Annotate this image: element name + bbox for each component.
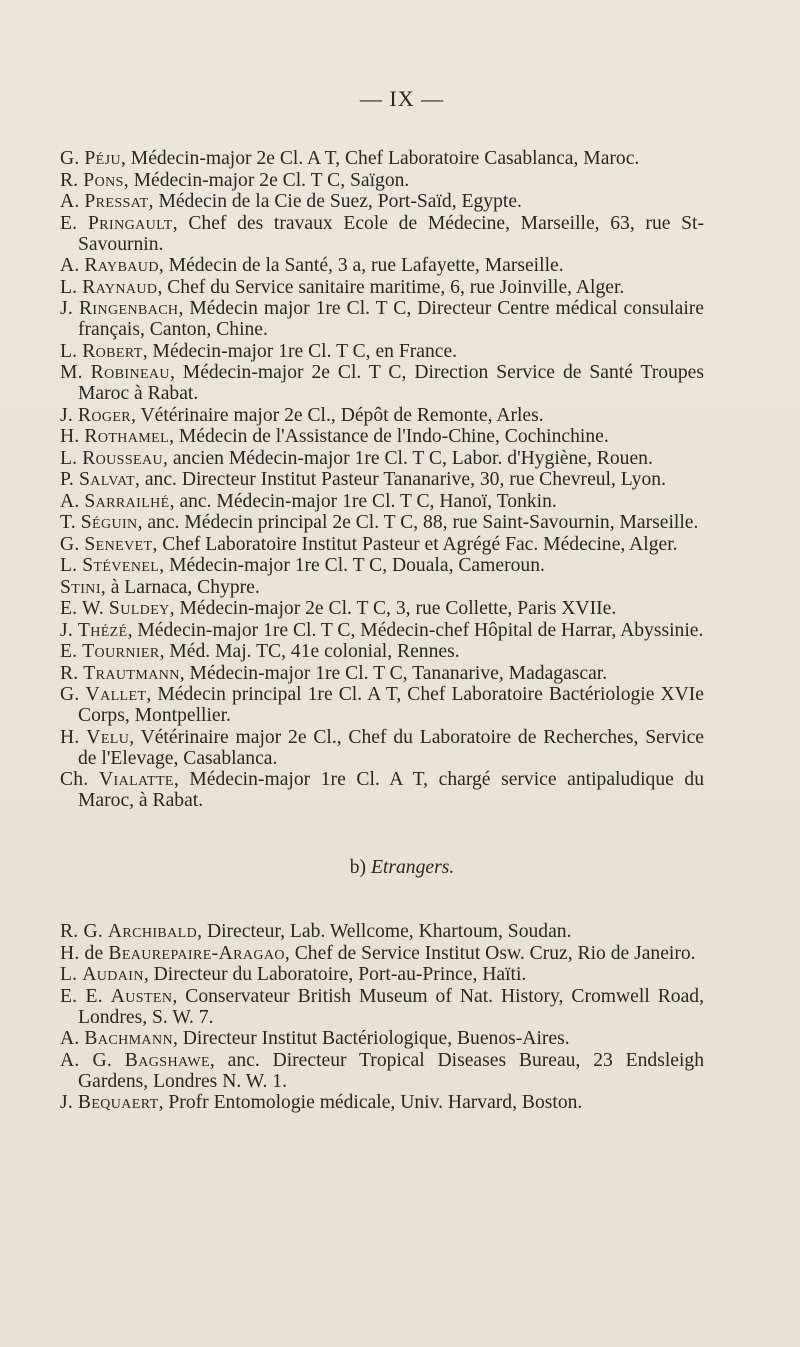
entry-surname: Archibald [107,921,198,942]
entry-surname: Austen [110,985,173,1007]
list-item [60,277,704,298]
list-item [60,641,704,662]
entry-surname: Raybaud [84,255,159,276]
entry-initial: L. [60,276,78,298]
entry-description: , anc. Directeur Institut Pasteur Tananarive, 30, rue Chevreul, Lyon. [135,469,666,490]
entry-description: , ancien Médecin-major 1re Cl. T C, Labor. d'Hygiène, Rouen. [163,447,653,469]
entry-surname: Vallet [85,684,147,705]
page-number: — IX — [359,86,445,111]
entry-description: , anc. Médecin principal 2e Cl. T C, 88, rue Saint-Savournin, Marseille. [137,512,699,533]
entry-surname: Roger [77,404,132,426]
list-item [60,362,704,404]
list-item [60,555,704,576]
list-item [60,426,704,447]
entry-initial: R. G. [60,921,103,942]
entry-surname: Tournier [82,641,160,662]
entry-description: , Médecin de la Cie de Suez, Port-Saïd, Egypte. [148,191,522,212]
entry-initial: J. [60,619,73,641]
entry-surname: Sarrailhé [84,490,170,512]
member-list-french [60,148,704,811]
entry-initial: Ch. [60,769,89,790]
entry-initial: A. G. [60,1049,112,1071]
entry-initial: R. [60,662,79,684]
list-item [60,469,704,490]
entry-surname: Pringault [87,212,173,234]
list-item [60,598,704,619]
entry-surname: Pons [83,169,124,191]
entry-description: , Médecin-major 1re Cl. T C, en France. [142,340,458,362]
entry-initial: A. [60,1028,80,1049]
entry-initial: T. [60,512,76,533]
entry-description: , anc. Médecin-major 1re Cl. T C, Hanoï, Tonkin. [169,490,557,512]
entry-description: , Médecin principal 1re Cl. A T, Chef Laboratoire Bactériologie XVIe Corps, Montpellier. [78,684,704,726]
entry-description: , Directeur du Laboratoire, Port-au-Prince, Haïti. [143,964,527,985]
entry-description: , Conservateur British Museum of Nat. History, Cromwell Road, Londres, S. W. 7. [78,985,704,1028]
entry-description: , Directeur Institut Bactériologique, Buenos-Aires. [172,1028,570,1049]
entry-surname: Robineau [90,362,170,383]
entry-initial: E. E. [60,985,103,1007]
list-item [60,986,704,1028]
entry-description: , Chef du Service sanitaire maritime, 6, rue Joinville, Alger. [157,276,625,298]
list-item [60,255,704,276]
list-item [60,148,704,169]
entry-surname: Stévenel [82,555,160,576]
entry-initial: G. [60,148,80,169]
entry-surname: Beaurepaire-Aragao [108,942,285,964]
entry-initial: H. [60,726,80,748]
list-item [60,1050,704,1092]
entry-initial: E. [60,212,78,234]
entry-description: , Directeur, Lab. Wellcome, Khartoum, Soudan. [197,921,572,942]
entry-initial: L. [60,340,78,362]
entry-description: , Chef de Service Institut Osw. Cruz, Rio de Janeiro. [284,942,696,964]
entry-surname: Péju [84,148,121,169]
entry-initial: J. [60,298,73,319]
list-item [60,921,704,942]
list-item [60,727,704,769]
entry-description: , Médecin-major 1re Cl. T C, Tananarive, Madagascar. [179,662,608,684]
member-list-foreign [60,921,704,1113]
entry-initial: G. [60,533,80,555]
entry-surname: Trautmann [83,662,180,684]
section-title: Etrangers. [370,857,455,878]
list-item [60,620,704,641]
list-item [60,170,704,191]
list-item [60,943,704,964]
entry-surname: Rousseau [82,447,164,469]
list-item [60,1028,704,1049]
entry-surname: Bachmann [84,1028,173,1049]
list-item [60,577,704,598]
entry-initial: A. [60,255,80,276]
entry-description: , à Larnaca, Chypre. [100,576,260,598]
list-item [60,769,704,811]
entry-initial: E. [60,641,78,662]
entry-description: , Médecin-major 2e Cl. T C, Direction Service de Santé Troupes Maroc à Rabat. [78,362,704,404]
entry-surname: Suldey [108,598,170,619]
entry-initial: J. [60,1092,73,1113]
list-item [60,298,704,340]
section-prefix: b) [349,857,367,878]
entry-description: , Profr Entomologie médicale, Univ. Harvard, Boston. [158,1092,583,1113]
entry-surname: Rothamel [84,426,170,447]
entry-surname: Audain [82,964,144,985]
entry-initial: A. [60,191,80,212]
entry-surname: Senevet [84,533,153,555]
list-item [60,684,704,726]
entry-initial: A. [60,490,80,512]
entry-surname: Séguin [80,512,138,533]
entry-description: , Vétérinaire major 2e Cl., Dépôt de Remonte, Arles. [131,404,544,426]
list-item [60,512,704,533]
entry-description: , anc. Directeur Tropical Diseases Bureau, 23 Endsleigh Gardens, Londres N. W. 1. [78,1049,704,1092]
entry-initial: P. [60,469,75,490]
entry-surname: Ringenbach [78,298,179,319]
list-item [60,534,704,555]
entry-description: , Médecin-major 1re Cl. T C, Médecin-chef Hôpital de Harrar, Abyssinie. [127,619,704,641]
section-heading-foreign [60,857,704,879]
entry-initial: L. [60,555,78,576]
entry-description: , Médecin-major 1re Cl. T C, Douala, Cameroun. [159,555,545,576]
entry-description: , Médecin major 1re Cl. T C, Directeur Centre médical consulaire français, Canton, Chine. [78,298,704,340]
entry-surname: Bagshawe [124,1049,210,1071]
entry-description: , Vétérinaire major 2e Cl., Chef du Laboratoire de Recherches, Service de l'Elevage, Casablanca. [78,726,704,769]
list-item [60,405,704,426]
entry-surname: Velu [86,726,130,748]
entry-initial: H. de [60,942,104,964]
entry-surname: Raynaud [82,276,158,298]
entry-surname: Thézé [77,619,128,641]
entry-initial: M. [60,362,83,383]
list-item [60,191,704,212]
list-item [60,213,704,255]
list-item [60,663,704,684]
entry-surname: Pressat [84,191,149,212]
list-item [60,448,704,469]
entry-description: , Médecin-major 1re Cl. A T, chargé service antipaludique du Maroc, à Rabat. [78,769,705,811]
entry-description: , Médecin-major 2e Cl. T C, Saïgon. [123,169,410,191]
entry-surname: Bequaert [77,1092,159,1113]
entry-description: , Médecin de la Santé, 3 a, rue Lafayette, Marseille. [158,255,564,276]
entry-description: , Médecin-major 2e Cl. T C, 3, rue Collette, Paris XVIIe. [169,598,617,619]
entry-surname: Salvat [78,469,136,490]
entry-initial: H. [60,426,80,447]
entry-description: , Chef des travaux Ecole de Médecine, Marseille, 63, rue St-Savournin. [78,212,704,255]
entry-initial: J. [60,404,73,426]
entry-surname: Robert [82,340,143,362]
entry-description: , Médecin-major 2e Cl. A T, Chef Laboratoire Casablanca, Maroc. [120,148,640,169]
entry-initial: R. [60,169,79,191]
list-item [60,964,704,985]
entry-description: , Médecin de l'Assistance de l'Indo-Chine, Cochinchine. [169,426,609,447]
list-item [60,1092,704,1113]
entry-surname: Stini [60,576,101,598]
entry-description: , Chef Laboratoire Institut Pasteur et Agrégé Fac. Médecine, Alger. [152,533,678,555]
entry-initial: L. [60,447,78,469]
entry-description: , Méd. Maj. TC, 41e colonial, Rennes. [159,641,460,662]
entry-surname: Vialatte [98,769,174,790]
entry-initial: E. W. [60,598,105,619]
entry-initial: G. [60,684,80,705]
entry-initial: L. [60,964,78,985]
list-item [60,341,704,362]
list-item [60,491,704,512]
